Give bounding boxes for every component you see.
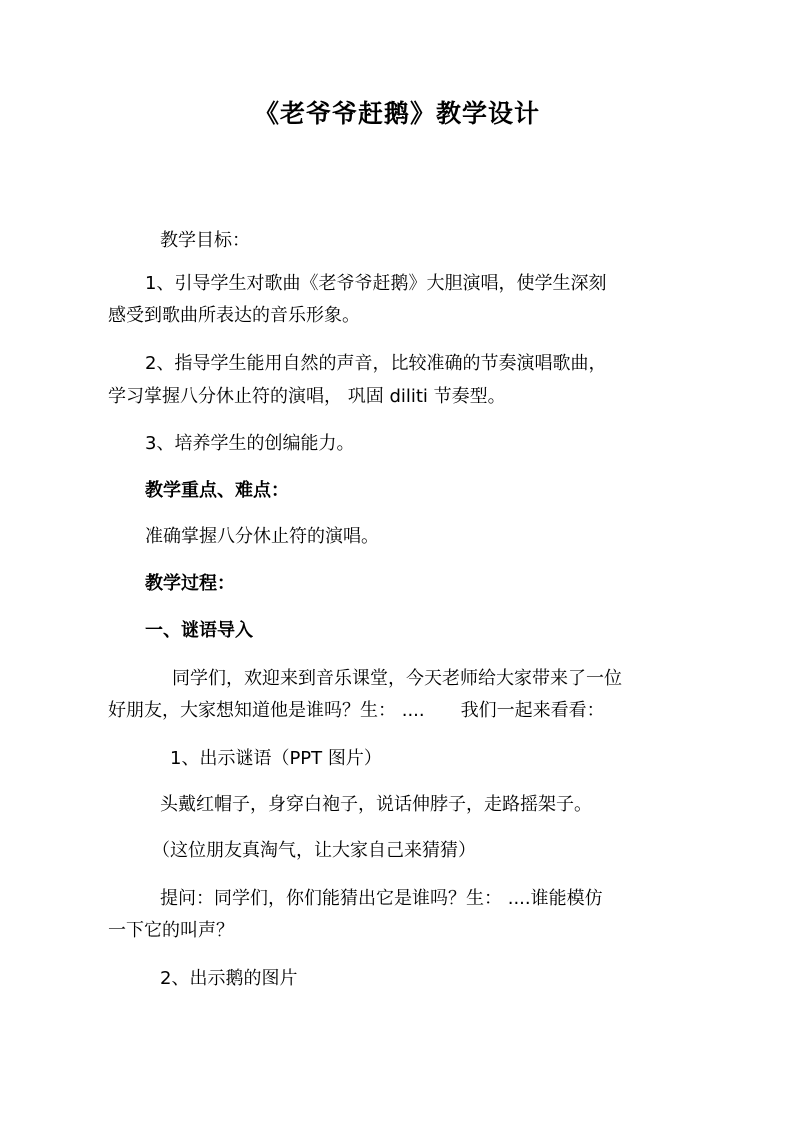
intro-line-1: 同学们，欢迎来到音乐课堂，今天老师给大家带来了一位 bbox=[172, 668, 622, 689]
intro-line-2-part-b: 我们一起来看看： bbox=[460, 700, 605, 721]
objective-1-line-1: 1、引导学生对歌曲《老爷爷赶鹅》大胆演唱，使学生深刻 bbox=[145, 273, 607, 294]
key-points-text: 准确掌握八分休止符的演唱。 bbox=[145, 526, 379, 547]
section-1-heading: 一、谜语导入 bbox=[145, 620, 253, 641]
step-2: 2、出示鹅的图片 bbox=[160, 968, 298, 989]
riddle-note: （这位朋友真淘气，让大家自己来猜猜） bbox=[152, 840, 476, 861]
objective-2-line-1: 2、指导学生能用自然的声音，比较准确的节奏演唱歌曲， bbox=[145, 353, 607, 374]
objective-2-line-2: 学习掌握八分休止符的演唱， 巩固 diliti 节奏型。 bbox=[108, 386, 506, 407]
intro-line-2 bbox=[108, 692, 605, 730]
objective-3: 3、培养学生的创编能力。 bbox=[145, 433, 355, 454]
process-heading: 教学过程： bbox=[145, 573, 235, 594]
step-1: 1、出示谜语（PPT 图片） bbox=[170, 748, 382, 769]
question-line-1: 提问：同学们，你们能猜出它是谁吗？生： ....谁能模仿 bbox=[160, 888, 603, 909]
question-line-2: 一下它的叫声？ bbox=[108, 920, 234, 941]
objective-1-line-2: 感受到歌曲所表达的音乐形象。 bbox=[108, 305, 360, 326]
page-title: 《老爷爷赶鹅》教学设计 bbox=[253, 99, 540, 128]
riddle-text: 头戴红帽子，身穿白袍子，说话伸脖子，走路摇架子。 bbox=[160, 794, 592, 815]
key-points-heading: 教学重点、难点： bbox=[145, 480, 289, 501]
intro-line-2-part-a: 好朋友，大家想知道他是谁吗？生： .... bbox=[108, 700, 425, 721]
objectives-heading: 教学目标： bbox=[160, 230, 250, 251]
